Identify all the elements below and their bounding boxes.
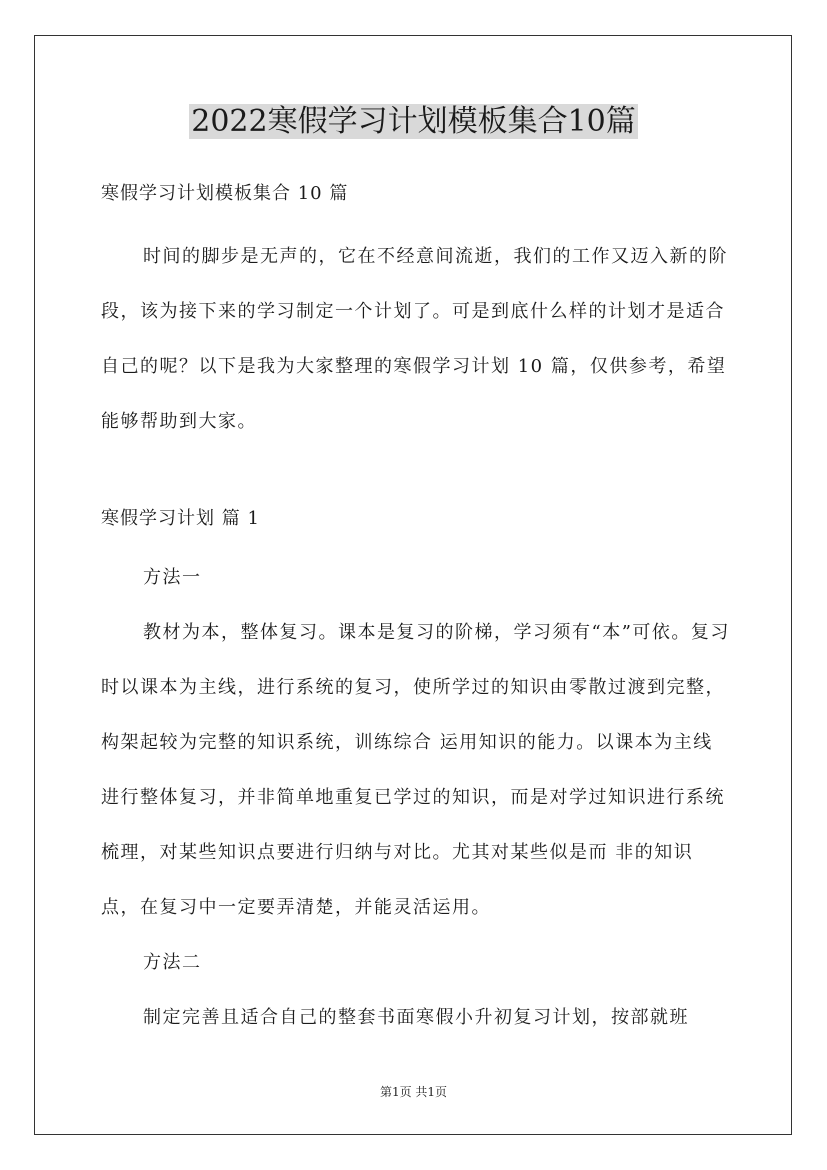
page-footer: 第1页 共1页 [379,1085,448,1099]
document-subtitle: 寒假学习计划模板集合 10 篇 [101,183,349,204]
method-2-label: 方法二 [143,952,202,973]
section-heading: 寒假学习计划 篇 1 [101,508,260,529]
intro-text: 时间的脚步是无声的，它在不经意间流逝，我们的工作又迈入新的阶段，该为接下来的学习制定一个计划了。可是到底什么样的计划才是适合自己的呢？以下是我为大家整理的寒假学习计划 10 篇，仅供参考，希望能够帮助到大家。 [101,246,728,432]
method-2-text: 制定完善且适合自己的整套书面寒假小升初复习计划，按部就班 [143,1007,689,1028]
document-title-text: 2022寒假学习计划模板集合10篇 [191,104,636,139]
method-1-label: 方法一 [143,567,202,588]
intro-paragraph [101,229,731,449]
section-body [101,550,731,1045]
method-1-text: 教材为本，整体复习。课本是复习的阶梯，学习须有“本”可依。复习时以课本为主线，进行系统的复习，使所学过的知识由零散过渡到完整，构架起较为完整的知识系统，训练综合 运用知识的能力。以课本为主线进行整体复习，并非简单地重复已学过的知识，而是对学过知识进行系统梳理，对某些知识点要进行归纳与对比。尤其对某些似是而 非的知识点，在复习中一定要弄清楚，并能灵活运用。 [101,622,730,918]
document-title [0,100,827,144]
